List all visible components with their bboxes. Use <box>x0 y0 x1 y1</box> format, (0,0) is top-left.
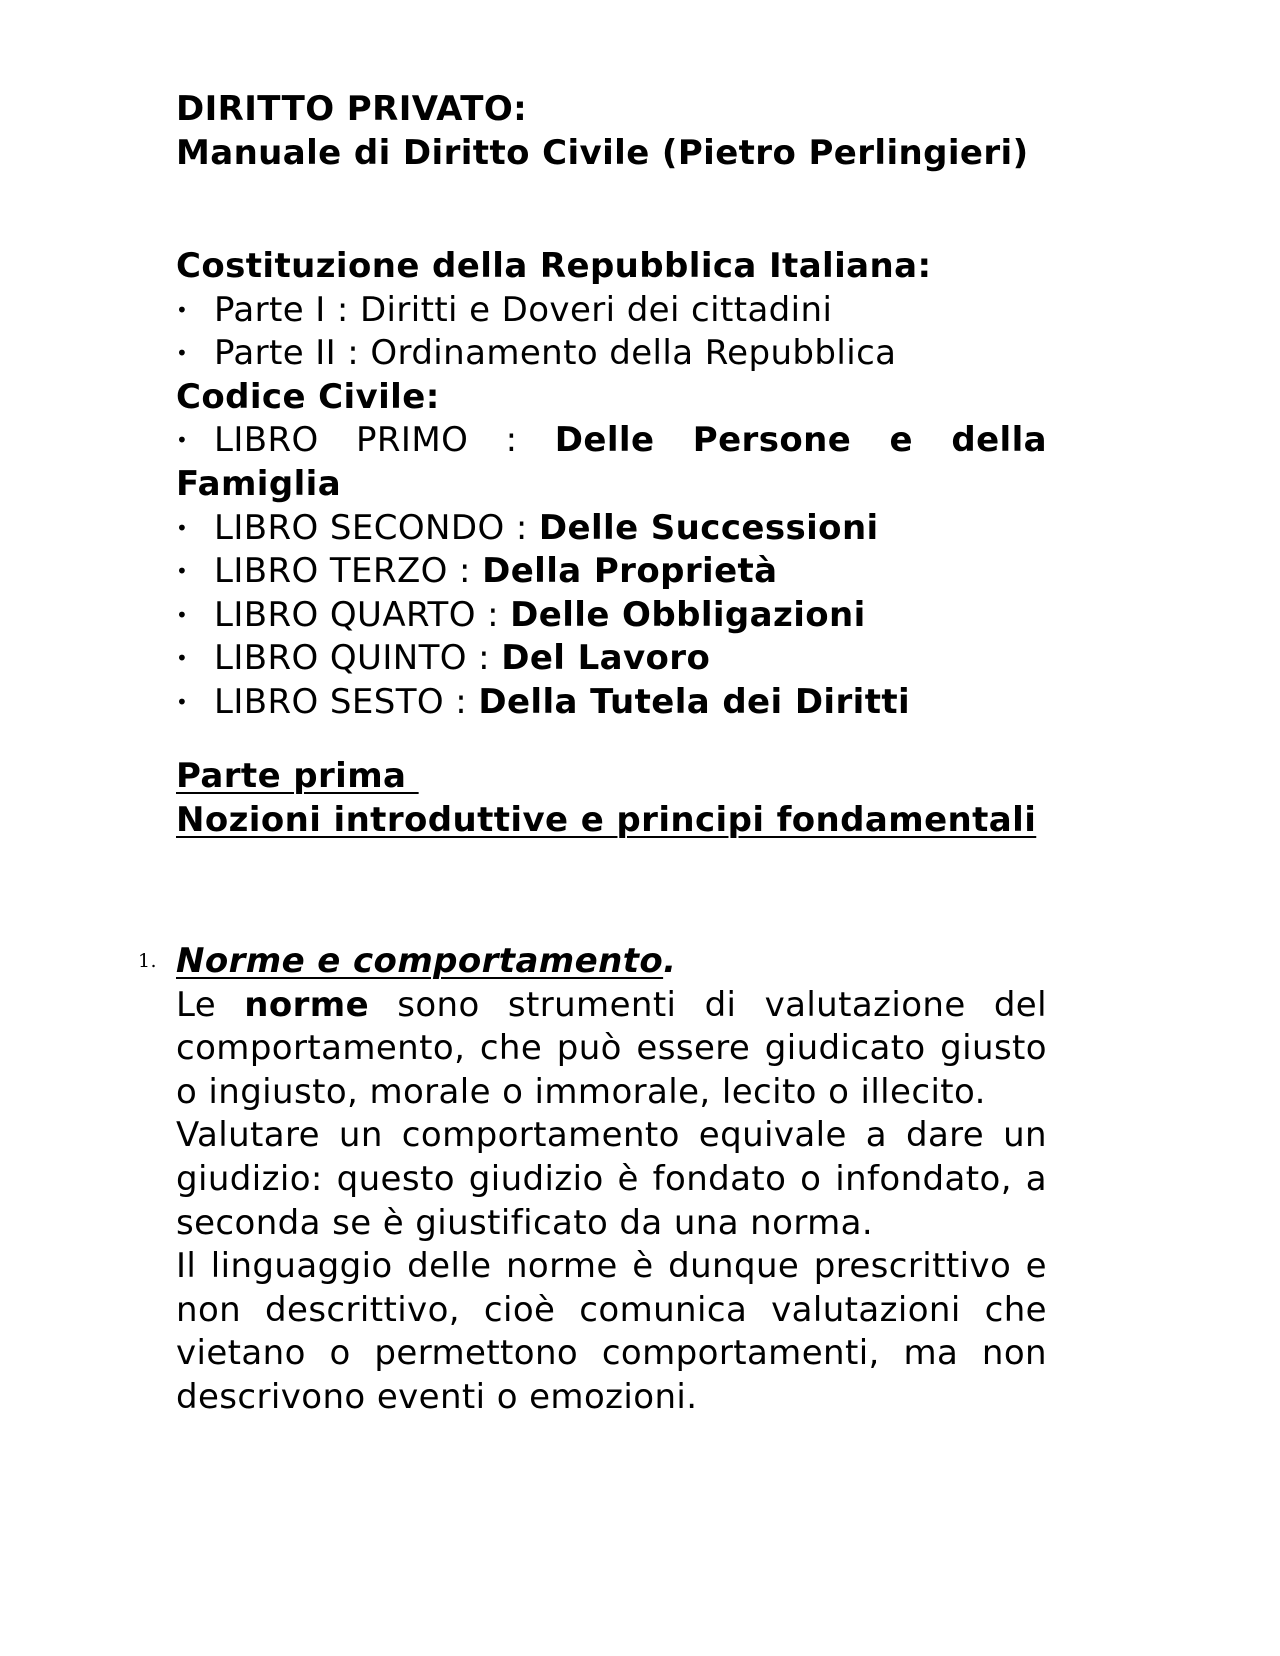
part-subtitle: Nozioni introduttive e principi fondamentali <box>176 799 1037 840</box>
section-title: Norme e comportamento. <box>176 941 677 981</box>
bullet-icon: • <box>176 428 189 453</box>
bullet-icon: • <box>176 341 189 366</box>
list-item: • LIBRO SESTO : Della Tutela dei Diritti <box>176 681 1047 725</box>
list-item: • LIBRO QUINTO : Del Lavoro <box>176 637 1047 681</box>
section-1 <box>138 940 1047 1420</box>
bullet-icon: • <box>176 559 189 584</box>
list-item: • LIBRO PRIMO : Delle Persone e della Famiglia <box>176 420 1047 504</box>
bullet-icon: • <box>176 602 189 627</box>
codice-heading: Codice Civile: <box>176 376 440 417</box>
costituzione-heading: Costituzione della Repubblica Italiana: <box>176 246 932 286</box>
list-item: • Parte I : Diritti e Doveri dei cittadini <box>176 289 1047 333</box>
manual-reference: Manuale di Diritto Civile (Pietro Perlingieri) <box>176 132 1029 173</box>
part-title: Parte prima <box>176 756 419 796</box>
sources-block <box>176 245 1047 725</box>
section-number: 1. <box>138 950 157 972</box>
bullet-icon: • <box>176 297 189 322</box>
paragraph-3: Il linguaggio delle norme è dunque prescrittivo e non descrittivo, cioè comunica valutazioni che vietano o permettono comportamenti, ma non descrivono eventi o emozioni. <box>176 1246 1047 1417</box>
document-title: DIRITTO PRIVATO: <box>176 89 528 129</box>
title-block <box>176 88 1047 175</box>
bullet-icon: • <box>176 646 189 671</box>
list-item: • Parte II : Ordinamento della Repubblica <box>176 332 1047 376</box>
costituzione-list <box>176 289 1047 376</box>
list-item: • LIBRO SECONDO : Delle Successioni <box>176 507 1047 551</box>
list-item: • LIBRO QUARTO : Delle Obbligazioni <box>176 594 1047 638</box>
part-heading-block <box>176 755 1047 842</box>
bullet-icon: • <box>176 689 189 714</box>
list-item: • LIBRO TERZO : Della Proprietà <box>176 550 1047 594</box>
codice-list <box>176 419 1047 724</box>
paragraph-2: Valutare un comportamento equivale a dare un giudizio: questo giudizio è fondato o infondato, a seconda se è giustificato da una norma. <box>176 1115 1047 1243</box>
paragraph-1: Le norme sono strumenti di valutazione del comportamento, che può essere giudicato giusto o ingiusto, morale o immorale, lecito o illecito. <box>176 984 1047 1112</box>
bullet-icon: • <box>176 515 189 540</box>
